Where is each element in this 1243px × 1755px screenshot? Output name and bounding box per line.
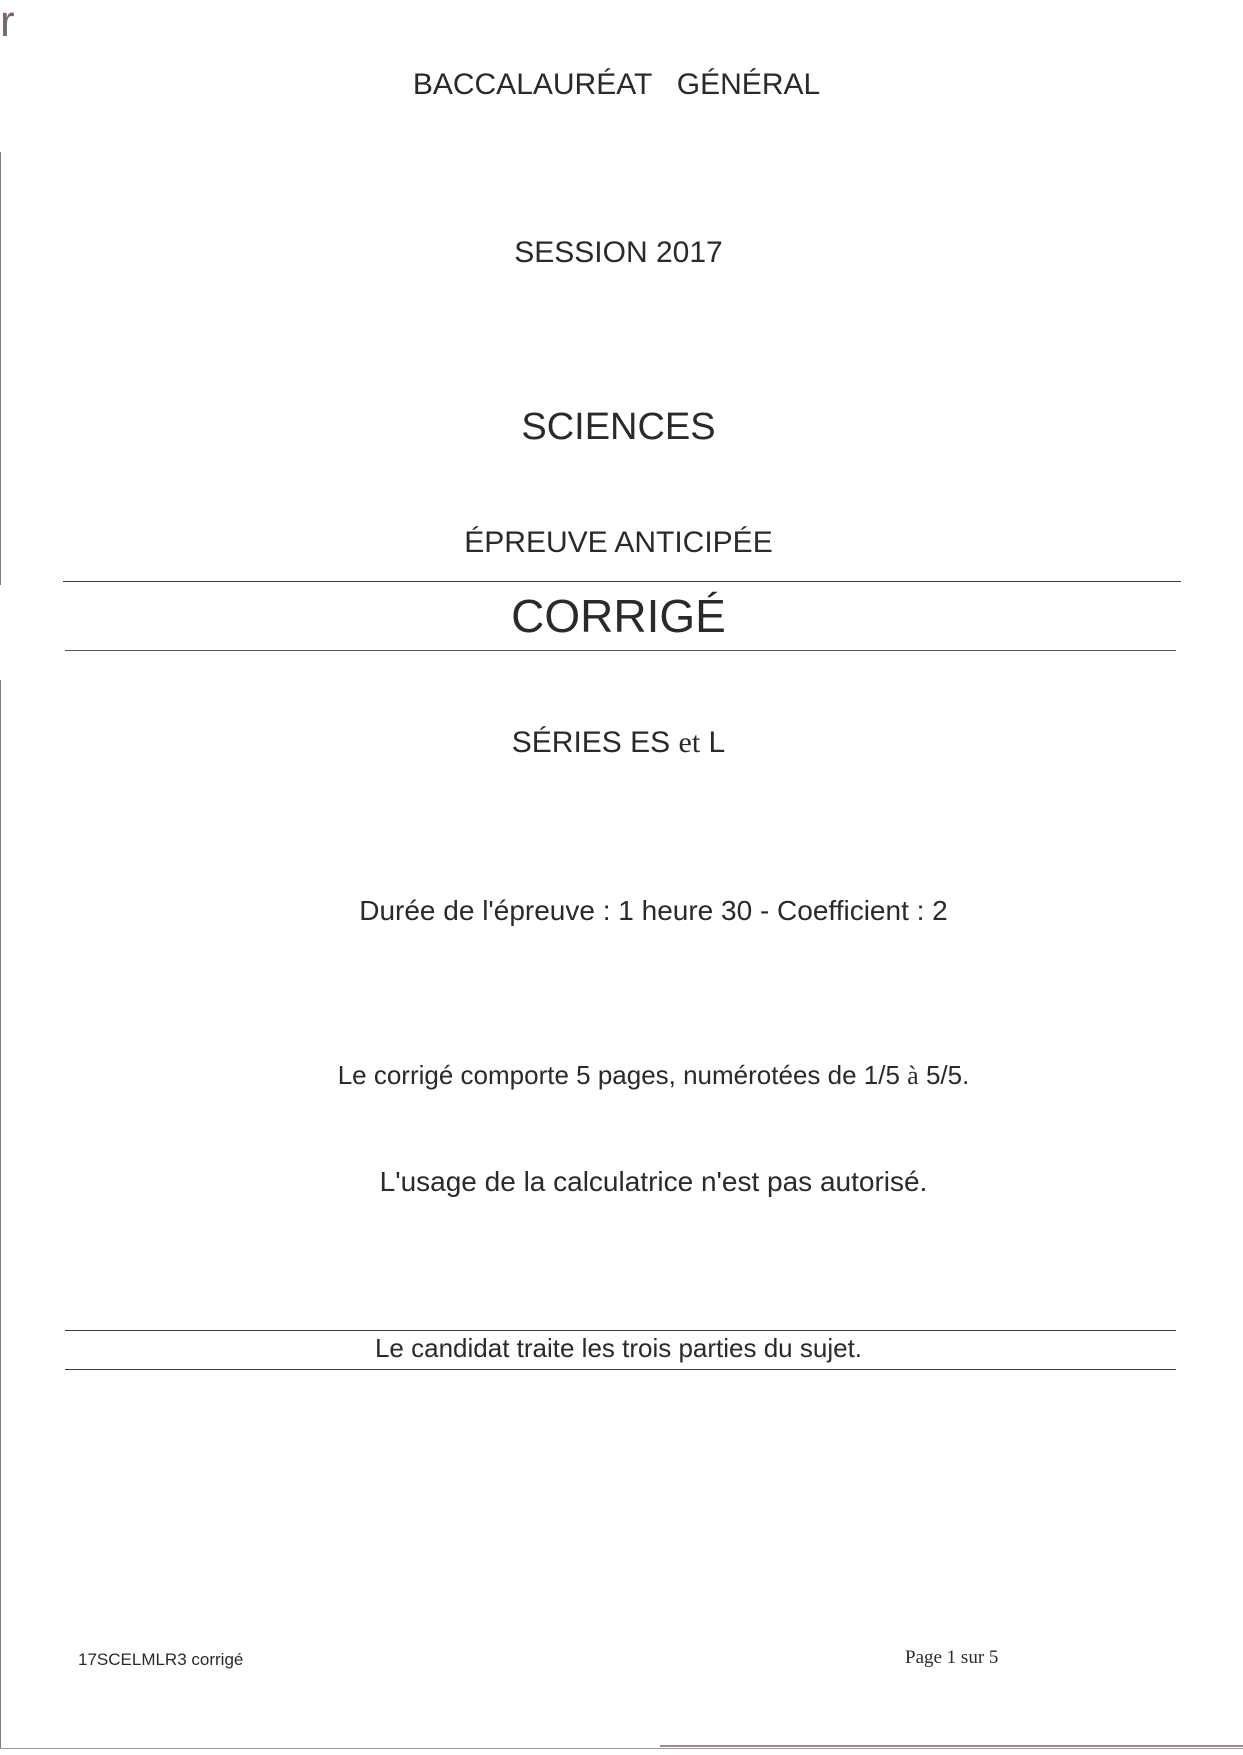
corrige-title: CORRIGÉ: [511, 590, 726, 642]
pages-line: [32, 1062, 1243, 1089]
series-suffix: L: [708, 726, 726, 759]
footer-code: 17SCELMLR3 corrigé: [78, 1650, 244, 1669]
page-bottom-rule: [0, 1748, 1243, 1749]
instructions-line: Le candidat traite les trois parties du sujet.: [374, 1333, 863, 1363]
session-title: SESSION 2017: [514, 236, 723, 269]
epreuve-title: ÉPREUVE ANTICIPÉE: [464, 526, 773, 559]
calculator-line: L'usage de la calculatrice n'est pas autorisé.: [379, 1166, 928, 1197]
left-edge-line-bottom: [0, 680, 1, 1748]
instructions-bottom-rule: [65, 1369, 1176, 1370]
corrige-bottom-rule: [65, 650, 1176, 651]
instructions-top-rule: [65, 1330, 1176, 1331]
pages-suffix: 5/5.: [925, 1060, 970, 1090]
pages-prefix: Le corrigé comporte 5 pages, numérotées de 1/5: [337, 1060, 900, 1090]
page-bottom-accent: [660, 1745, 1243, 1747]
left-edge-line-top: [0, 152, 1, 585]
series-et: et: [678, 726, 701, 759]
duration-line: Durée de l'épreuve : 1 heure 30 - Coefficient : 2: [359, 895, 948, 926]
subject-title: SCIENCES: [521, 406, 716, 448]
series-title: [0, 728, 1240, 758]
footer-page-number: Page 1 sur 5: [905, 1647, 999, 1668]
pages-a: à: [907, 1061, 919, 1090]
exam-title: BACCALAURÉAT GÉNÉRAL: [412, 68, 821, 101]
series-prefix: SÉRIES ES: [511, 726, 671, 759]
corner-mark: r: [0, 0, 15, 46]
corrige-top-rule: [63, 581, 1181, 582]
